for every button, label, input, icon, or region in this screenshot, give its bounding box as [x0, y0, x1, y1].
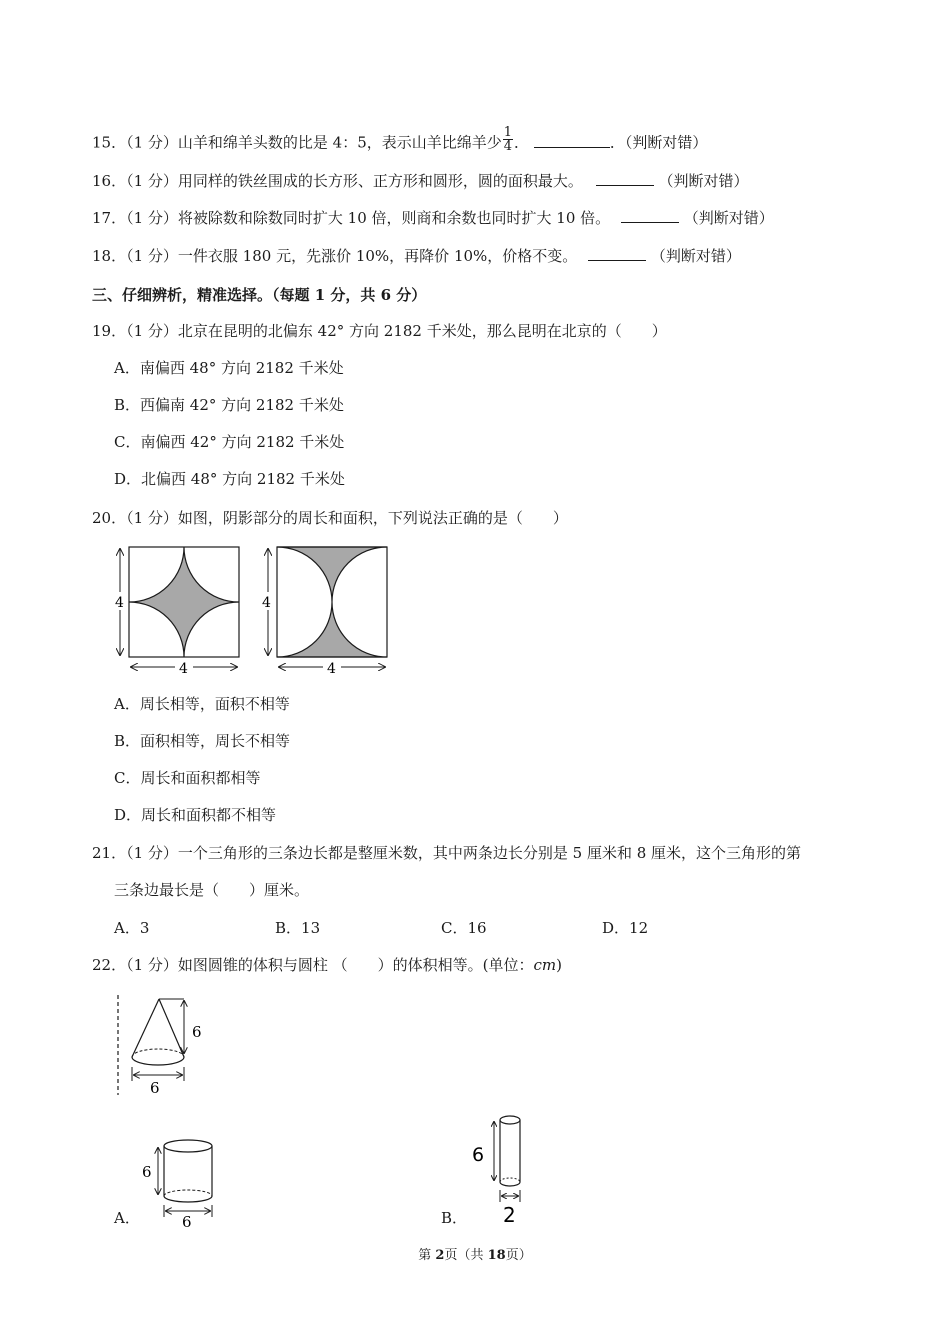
page-footer: 第 2页（共 18页）	[418, 1248, 532, 1263]
current-page-number: 2	[435, 1248, 445, 1263]
q20-option-b[interactable]: B．面积相等，周长不相等	[114, 732, 291, 750]
question-16	[92, 171, 748, 191]
unit-cm: cm	[533, 956, 557, 974]
q15-text: 15．（1 分）山羊和绵羊头数的比是 4：5，表示山羊比绵羊少	[92, 133, 502, 152]
q22-cone-figure	[112, 993, 222, 1098]
q16-answer-blank[interactable]	[596, 171, 654, 186]
q20-option-d[interactable]: D．周长和面积都不相等	[114, 806, 277, 824]
shaded-top-region	[277, 547, 387, 602]
fig2-height-label: 4	[262, 595, 271, 611]
q19-option-b[interactable]: B．西偏南 42° 方向 2182 千米处	[114, 396, 344, 414]
q17-answer-blank[interactable]	[621, 208, 679, 223]
q22-option-b-cylinder[interactable]	[468, 1110, 528, 1225]
q15-answer-blank[interactable]	[534, 133, 610, 148]
cylinder-b-height-label: 6	[472, 1144, 485, 1166]
q18-judge-hint: （判断对错）	[650, 247, 741, 265]
q20-figure-1	[111, 547, 239, 677]
q21-option-a[interactable]: A．3	[114, 919, 150, 937]
fig2-width-label: 4	[327, 661, 336, 677]
cylinder-b-diameter-label: 2	[503, 1203, 516, 1227]
q20-figure-2	[259, 547, 387, 677]
q20-option-a[interactable]: A．周长相等，面积不相等	[114, 695, 290, 713]
q16-judge-hint: （判断对错）	[658, 172, 749, 190]
q17-judge-hint: （判断对错）	[683, 209, 774, 227]
shaded-star-shape	[129, 547, 239, 657]
section-3-heading: 三、仔细辨析，精准选择。（每题 1 分，共 6 分）	[92, 286, 427, 304]
q15-fraction: $\frac{1}{4}$	[503, 125, 513, 154]
question-17	[92, 208, 774, 228]
cone-diameter-label: 6	[150, 1079, 160, 1097]
q18-answer-blank[interactable]	[588, 246, 646, 261]
q20-option-c[interactable]: C．周长和面积都相等	[114, 769, 261, 787]
question-20-stem: 20．（1 分）如图，阴影部分的周长和面积，下列说法正确的是（ ）	[92, 509, 568, 527]
question-18	[92, 246, 741, 266]
q19-option-a[interactable]: A．南偏西 48° 方向 2182 千米处	[114, 359, 344, 377]
question-19-stem: 19．（1 分）北京在昆明的北偏东 42° 方向 2182 千米处，那么昆明在北京的（ ）	[92, 322, 667, 340]
cone-height-label: 6	[192, 1023, 202, 1041]
q15-judge-hint: ．（判断对错）	[609, 133, 708, 152]
fig1-height-label: 4	[115, 595, 124, 611]
q19-option-c[interactable]: C．南偏西 42° 方向 2182 千米处	[114, 433, 345, 451]
q17-text: 17．（1 分）将被除数和除数同时扩大 10 倍，则商和余数也同时扩大 10 倍。	[92, 209, 611, 227]
question-22-stem: 22．（1 分）如图圆锥的体积与圆柱 （ ）的体积相等。(单位：cm)	[92, 956, 563, 974]
cylinder-a-height-label: 6	[142, 1163, 152, 1181]
q18-text: 18．（1 分）一件衣服 180 元，先涨价 10%，再降价 10%，价格不变。	[92, 247, 578, 265]
cylinder-a-diameter-label: 6	[182, 1213, 192, 1231]
total-page-count: 18	[487, 1248, 506, 1263]
q21-option-d[interactable]: D．12	[602, 919, 649, 937]
q21-option-b[interactable]: B．13	[275, 919, 321, 937]
shaded-bottom-region	[277, 602, 387, 657]
q22-option-a-cylinder[interactable]	[140, 1135, 220, 1231]
question-21-stem-line1: 21．（1 分）一个三角形的三条边长都是整厘米数，其中两条边长分别是 5 厘米和 8 厘米，这个三角形的第	[92, 844, 802, 862]
question-15: 15．（1 分）山羊和绵羊头数的比是 4：5，表示山羊比绵羊少 $\frac{1}{4}$ ． ．（判断对错）	[92, 125, 708, 154]
q19-option-d[interactable]: D．北偏西 48° 方向 2182 千米处	[114, 470, 345, 488]
q22-option-b-label[interactable]: B．	[441, 1209, 468, 1227]
q16-text: 16．（1 分）用同样的铁丝围成的长方形、正方形和圆形，圆的面积最大。	[92, 172, 583, 190]
q20-figure	[108, 543, 408, 678]
fig1-width-label: 4	[179, 661, 188, 677]
q21-option-c[interactable]: C．16	[441, 919, 487, 937]
q22-option-a-label[interactable]: A．	[114, 1209, 140, 1227]
question-21-stem-line2: 三条边最长是（ ）厘米。	[114, 881, 310, 899]
